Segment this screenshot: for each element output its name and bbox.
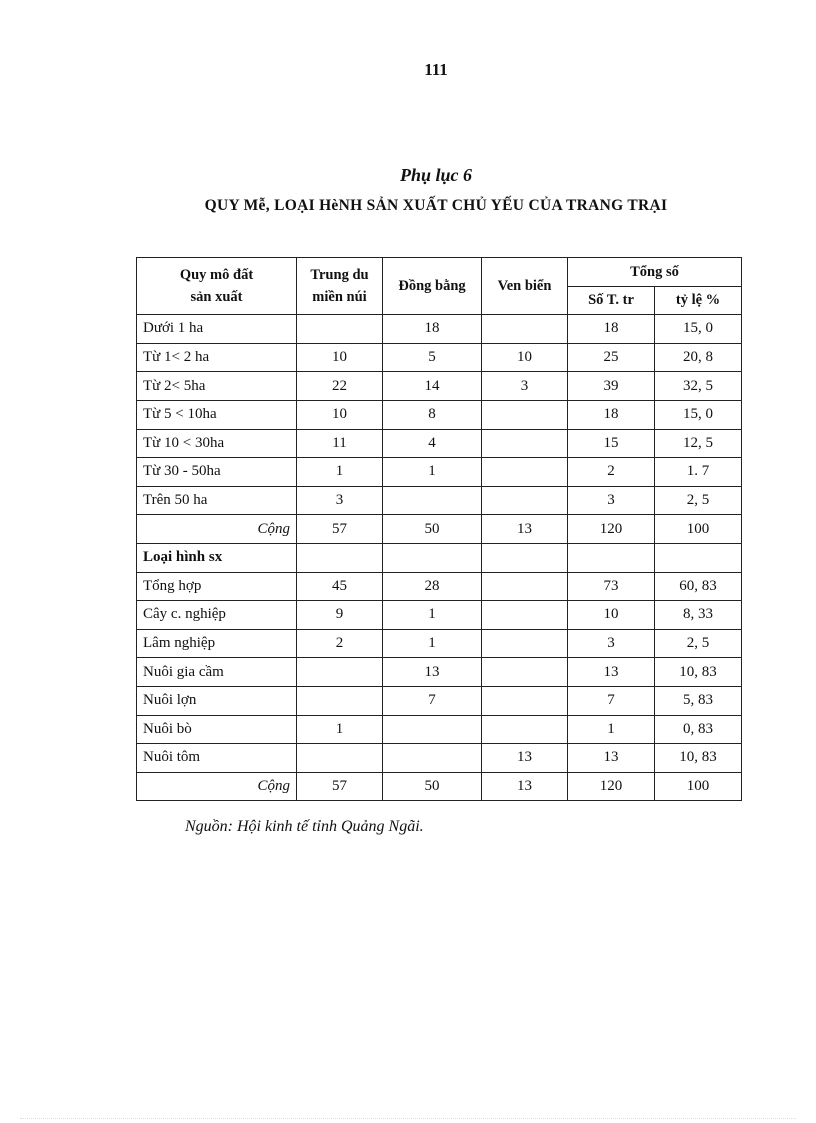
- cell-percent: 15, 0: [655, 315, 742, 344]
- cell-midland: 2: [297, 629, 383, 658]
- row-label: Dưới 1 ha: [137, 315, 297, 344]
- cell-percent: 15, 0: [655, 400, 742, 429]
- cell-farm-count: 13: [568, 658, 655, 687]
- cell-coastal: [482, 629, 568, 658]
- header-percent: tỷ lệ %: [655, 286, 742, 315]
- header-midland-line1: Trung du: [310, 266, 369, 283]
- table-header-row: [137, 258, 742, 287]
- cell-percent: 20, 8: [655, 343, 742, 372]
- cell-farm-count: 10: [568, 601, 655, 630]
- cell-coastal: 10: [482, 343, 568, 372]
- header-farm-count: Số T. tr: [568, 286, 655, 315]
- cell-coastal: [482, 572, 568, 601]
- table-row: [137, 486, 742, 515]
- row-label: Cây c. nghiệp: [137, 601, 297, 630]
- cell-farm-count: 18: [568, 315, 655, 344]
- cell-delta: 14: [383, 372, 482, 401]
- cell-coastal: 3: [482, 372, 568, 401]
- header-land-scale: [137, 258, 297, 315]
- section-label: Loại hình sx: [137, 543, 297, 572]
- cell-delta: 50: [383, 515, 482, 544]
- header-land-scale-line2: sản xuất: [190, 289, 243, 306]
- cell-delta: 50: [383, 772, 482, 801]
- cell-farm-count: 25: [568, 343, 655, 372]
- row-label: Từ 10 < 30ha: [137, 429, 297, 458]
- row-label: Từ 5 < 10ha: [137, 400, 297, 429]
- cell-percent: 10, 83: [655, 658, 742, 687]
- cell-percent: [655, 543, 742, 572]
- cell-coastal: [482, 601, 568, 630]
- cell-coastal: 13: [482, 744, 568, 773]
- cell-coastal: [482, 715, 568, 744]
- page-number: 111: [424, 60, 448, 79]
- cell-percent: 32, 5: [655, 372, 742, 401]
- cell-delta: 4: [383, 429, 482, 458]
- cell-farm-count: 18: [568, 400, 655, 429]
- cell-delta: [383, 744, 482, 773]
- row-label: Từ 30 - 50ha: [137, 458, 297, 487]
- cell-midland: [297, 744, 383, 773]
- cell-delta: [383, 486, 482, 515]
- cell-coastal: [482, 543, 568, 572]
- table-row: [137, 458, 742, 487]
- farm-scale-table: [136, 257, 742, 801]
- cell-coastal: [482, 486, 568, 515]
- cell-delta: 28: [383, 572, 482, 601]
- row-label: Từ 1< 2 ha: [137, 343, 297, 372]
- cell-midland: 22: [297, 372, 383, 401]
- cell-delta: 7: [383, 686, 482, 715]
- row-label: Nuôi lợn: [137, 686, 297, 715]
- table-row: [137, 572, 742, 601]
- cell-farm-count: 39: [568, 372, 655, 401]
- cell-percent: 12, 5: [655, 429, 742, 458]
- cell-delta: 8: [383, 400, 482, 429]
- cell-midland: [297, 543, 383, 572]
- table-row: [137, 372, 742, 401]
- cell-farm-count: 2: [568, 458, 655, 487]
- cell-farm-count: 1: [568, 715, 655, 744]
- cell-midland: [297, 658, 383, 687]
- cell-midland: 10: [297, 343, 383, 372]
- cell-percent: 5, 83: [655, 686, 742, 715]
- cell-percent: 100: [655, 515, 742, 544]
- header-total-group: Tổng số: [568, 258, 742, 287]
- table-section-row: [137, 543, 742, 572]
- table-row: [137, 744, 742, 773]
- cell-delta: [383, 715, 482, 744]
- cell-coastal: 13: [482, 772, 568, 801]
- cell-farm-count: 15: [568, 429, 655, 458]
- row-label: Trên 50 ha: [137, 486, 297, 515]
- cell-delta: 1: [383, 629, 482, 658]
- cell-midland: 45: [297, 572, 383, 601]
- cell-midland: 9: [297, 601, 383, 630]
- page-bottom-divider: [20, 1118, 796, 1119]
- cell-farm-count: 120: [568, 515, 655, 544]
- cell-farm-count: [568, 543, 655, 572]
- cell-coastal: 13: [482, 515, 568, 544]
- cell-midland: 3: [297, 486, 383, 515]
- row-label: Lâm nghiệp: [137, 629, 297, 658]
- cell-delta: 5: [383, 343, 482, 372]
- cell-farm-count: 120: [568, 772, 655, 801]
- table-row: [137, 429, 742, 458]
- total-label: Cộng: [137, 515, 297, 544]
- table-row: [137, 343, 742, 372]
- cell-coastal: [482, 429, 568, 458]
- cell-midland: 1: [297, 458, 383, 487]
- cell-delta: 13: [383, 658, 482, 687]
- table-total-row: [137, 515, 742, 544]
- row-label: Tổng hợp: [137, 572, 297, 601]
- cell-percent: 1. 7: [655, 458, 742, 487]
- cell-midland: 57: [297, 515, 383, 544]
- cell-farm-count: 7: [568, 686, 655, 715]
- appendix-title: Phụ lục 6: [399, 165, 473, 185]
- table-row: [137, 400, 742, 429]
- cell-coastal: [482, 315, 568, 344]
- header-delta: Đồng bằng: [383, 258, 482, 315]
- table-row: [137, 686, 742, 715]
- cell-delta: 18: [383, 315, 482, 344]
- cell-percent: 60, 83: [655, 572, 742, 601]
- source-note: Nguồn: Hội kinh tế tỉnh Quảng Ngãi.: [185, 818, 424, 835]
- cell-percent: 0, 83: [655, 715, 742, 744]
- cell-farm-count: 73: [568, 572, 655, 601]
- cell-delta: [383, 543, 482, 572]
- table-row: [137, 715, 742, 744]
- cell-coastal: [482, 686, 568, 715]
- cell-percent: 2, 5: [655, 629, 742, 658]
- total-label: Cộng: [137, 772, 297, 801]
- cell-farm-count: 3: [568, 629, 655, 658]
- cell-coastal: [482, 458, 568, 487]
- cell-percent: 100: [655, 772, 742, 801]
- cell-percent: 8, 33: [655, 601, 742, 630]
- cell-delta: 1: [383, 601, 482, 630]
- document-heading: QUY Mễ, LOẠI HèNH SẢN XUẤT CHỦ YẾU CỦA TRANG TRẠI: [204, 197, 668, 214]
- table-row: [137, 315, 742, 344]
- cell-percent: 2, 5: [655, 486, 742, 515]
- cell-midland: 10: [297, 400, 383, 429]
- cell-coastal: [482, 400, 568, 429]
- header-midland-line2: miền núi: [312, 289, 367, 306]
- row-label: Từ 2< 5ha: [137, 372, 297, 401]
- cell-coastal: [482, 658, 568, 687]
- cell-percent: 10, 83: [655, 744, 742, 773]
- table-total-row: [137, 772, 742, 801]
- cell-farm-count: 13: [568, 744, 655, 773]
- cell-delta: 1: [383, 458, 482, 487]
- header-coastal: Ven biển: [482, 258, 568, 315]
- cell-midland: 1: [297, 715, 383, 744]
- cell-farm-count: 3: [568, 486, 655, 515]
- table-row: [137, 658, 742, 687]
- row-label: Nuôi gia cầm: [137, 658, 297, 687]
- table-row: [137, 629, 742, 658]
- header-midland-mountain: [297, 258, 383, 315]
- cell-midland: [297, 315, 383, 344]
- cell-midland: 57: [297, 772, 383, 801]
- cell-midland: [297, 686, 383, 715]
- row-label: Nuôi tôm: [137, 744, 297, 773]
- cell-midland: 11: [297, 429, 383, 458]
- row-label: Nuôi bò: [137, 715, 297, 744]
- table-row: [137, 601, 742, 630]
- header-land-scale-line1: Quy mô đất: [179, 266, 254, 283]
